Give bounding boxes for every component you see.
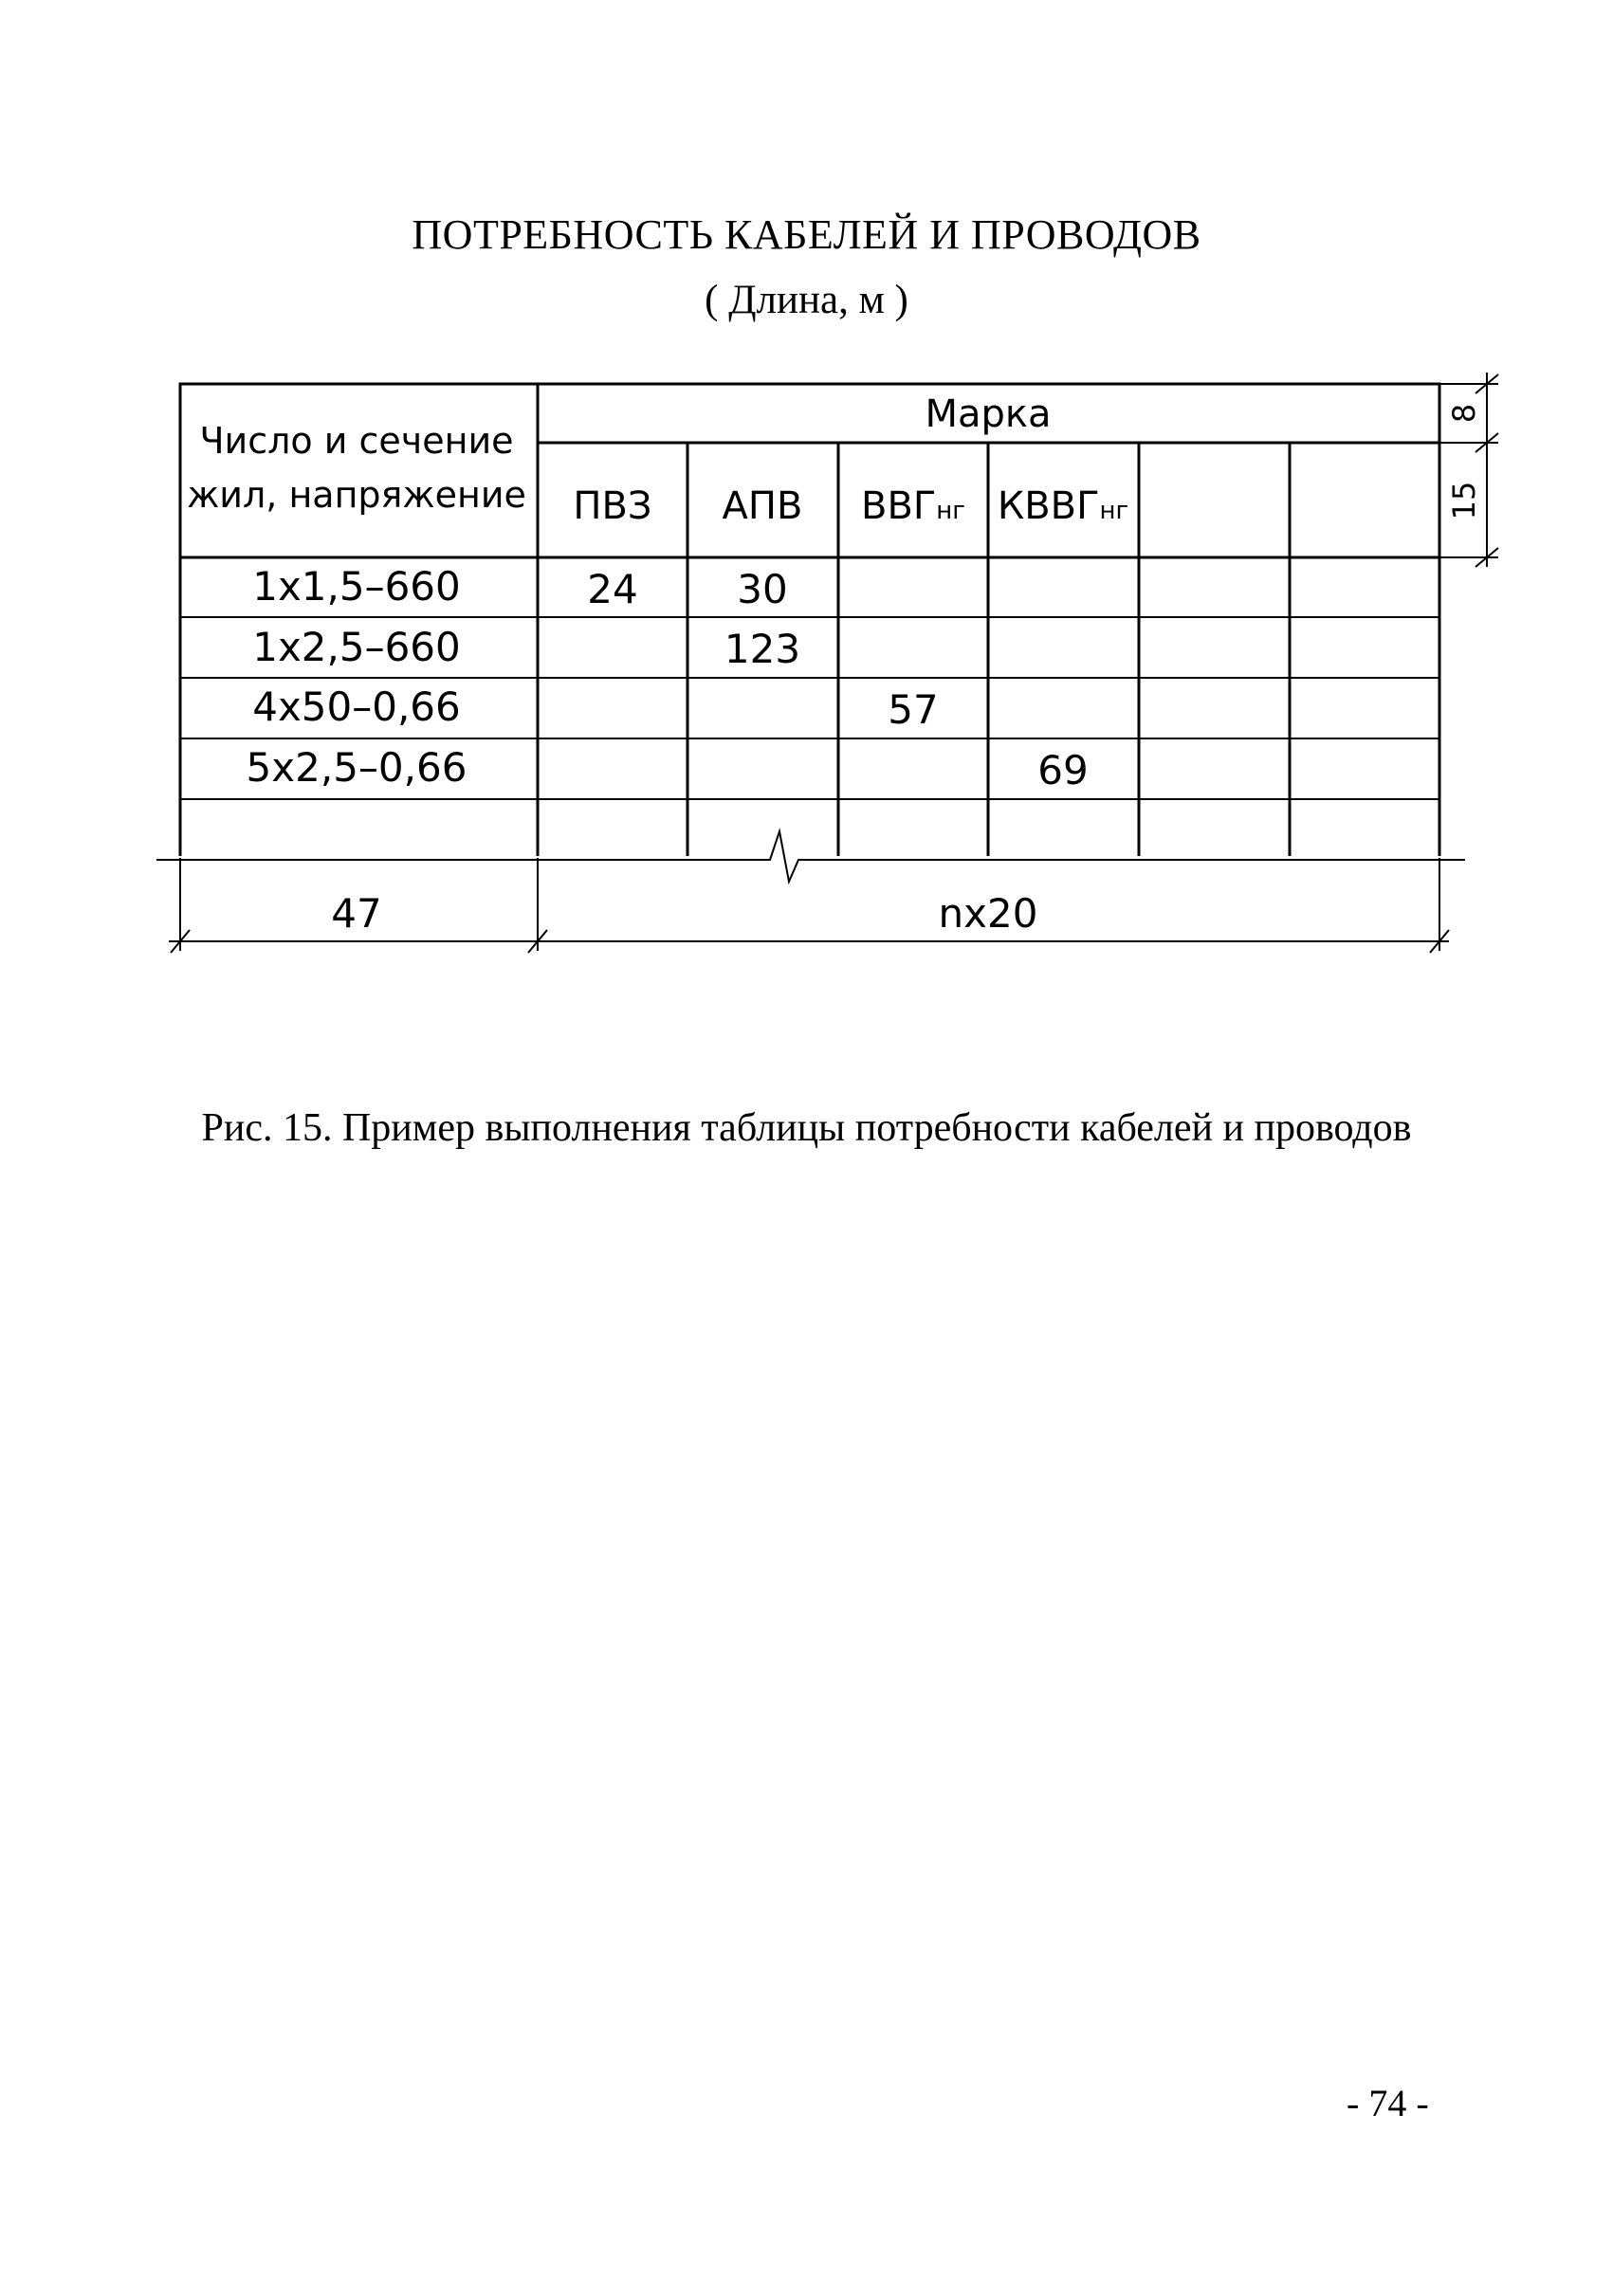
document-subtitle: ( Длина, м )	[705, 278, 908, 322]
dimension-label-column-header: 15	[1446, 481, 1482, 520]
row-label: 1x1,5–660	[252, 563, 461, 610]
row-label: 1x2,5–660	[252, 624, 461, 670]
dimension-label-data-columns: nx20	[938, 890, 1038, 937]
first-column-header-line2: жил, напряжение	[187, 474, 526, 516]
table-cell: 24	[587, 566, 638, 612]
row-label: 5x2,5–0,66	[246, 744, 467, 791]
column-header: ПВЗ	[573, 484, 652, 528]
table-cell: 69	[1037, 747, 1089, 793]
figure-caption: Рис. 15. Пример выполнения таблицы потребности кабелей и проводов	[201, 1106, 1412, 1150]
first-column-header-line1: Число и сечение	[199, 420, 514, 462]
cable-table-drawing	[0, 0, 1613, 1043]
page-number: - 74 -	[1347, 2082, 1429, 2124]
column-header: КВВГнг	[997, 484, 1129, 528]
document-title: ПОТРЕБНОСТЬ КАБЕЛЕЙ И ПРОВОДОВ	[412, 211, 1201, 258]
group-header-marka: Марка	[925, 392, 1052, 436]
dimension-label-first-column: 47	[331, 890, 382, 937]
table-cell: 57	[888, 686, 939, 733]
table-cell: 123	[724, 626, 801, 672]
column-header: ВВГнг	[861, 484, 965, 528]
row-label: 4x50–0,66	[252, 683, 461, 730]
table-cell: 30	[737, 566, 788, 612]
dimension-label-group-header: 8	[1446, 403, 1482, 424]
column-header: АПВ	[722, 484, 803, 528]
